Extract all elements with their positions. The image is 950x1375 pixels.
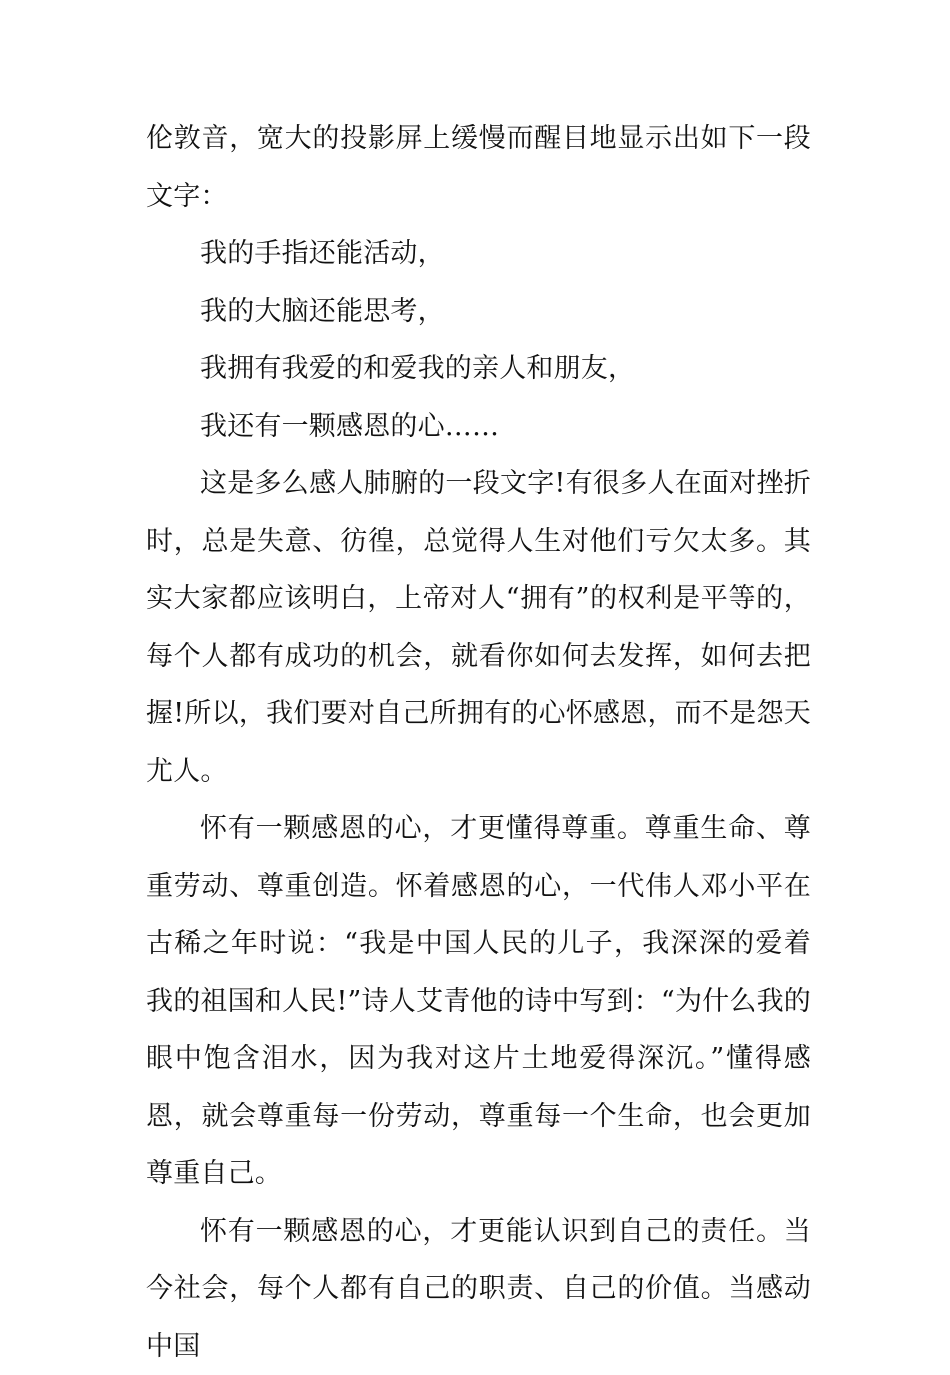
poem-line-1: 我的手指还能活动， <box>146 225 811 283</box>
paragraph-4: 怀有一颗感恩的心，才更能认识到自己的责任。当今社会，每个人都有自己的职责、自己的价值。当感动中国 <box>146 1203 811 1375</box>
paragraph-2: 这是多么感人肺腑的一段文字!有很多人在面对挫折时，总是失意、彷徨，总觉得人生对他们亏欠太多。其实大家都应该明白，上帝对人“拥有”的权利是平等的，每个人都有成功的机会，就看你如何去发挥，如何去把握!所以，我们要对自己所拥有的心怀感恩，而不是怨天尤人。 <box>146 455 811 800</box>
poem-line-2: 我的大脑还能思考， <box>146 283 811 341</box>
paragraph-3: 怀有一颗感恩的心，才更懂得尊重。尊重生命、尊重劳动、尊重创造。怀着感恩的心，一代伟人邓小平在古稀之年时说：“我是中国人民的儿子，我深深的爱着我的祖国和人民!”诗人艾青他的诗中写到：“为什么我的眼中饱含泪水，因为我对这片土地爱得深沉。”懂得感恩，就会尊重每一份劳动，尊重每一个生命，也会更加尊重自己。 <box>146 800 811 1203</box>
poem-line-3: 我拥有我爱的和爱我的亲人和朋友， <box>146 340 811 398</box>
body-text <box>146 110 811 1375</box>
paragraph-1: 伦敦音，宽大的投影屏上缓慢而醒目地显示出如下一段文字： <box>146 110 811 225</box>
poem-line-4: 我还有一颗感恩的心…… <box>146 398 811 456</box>
